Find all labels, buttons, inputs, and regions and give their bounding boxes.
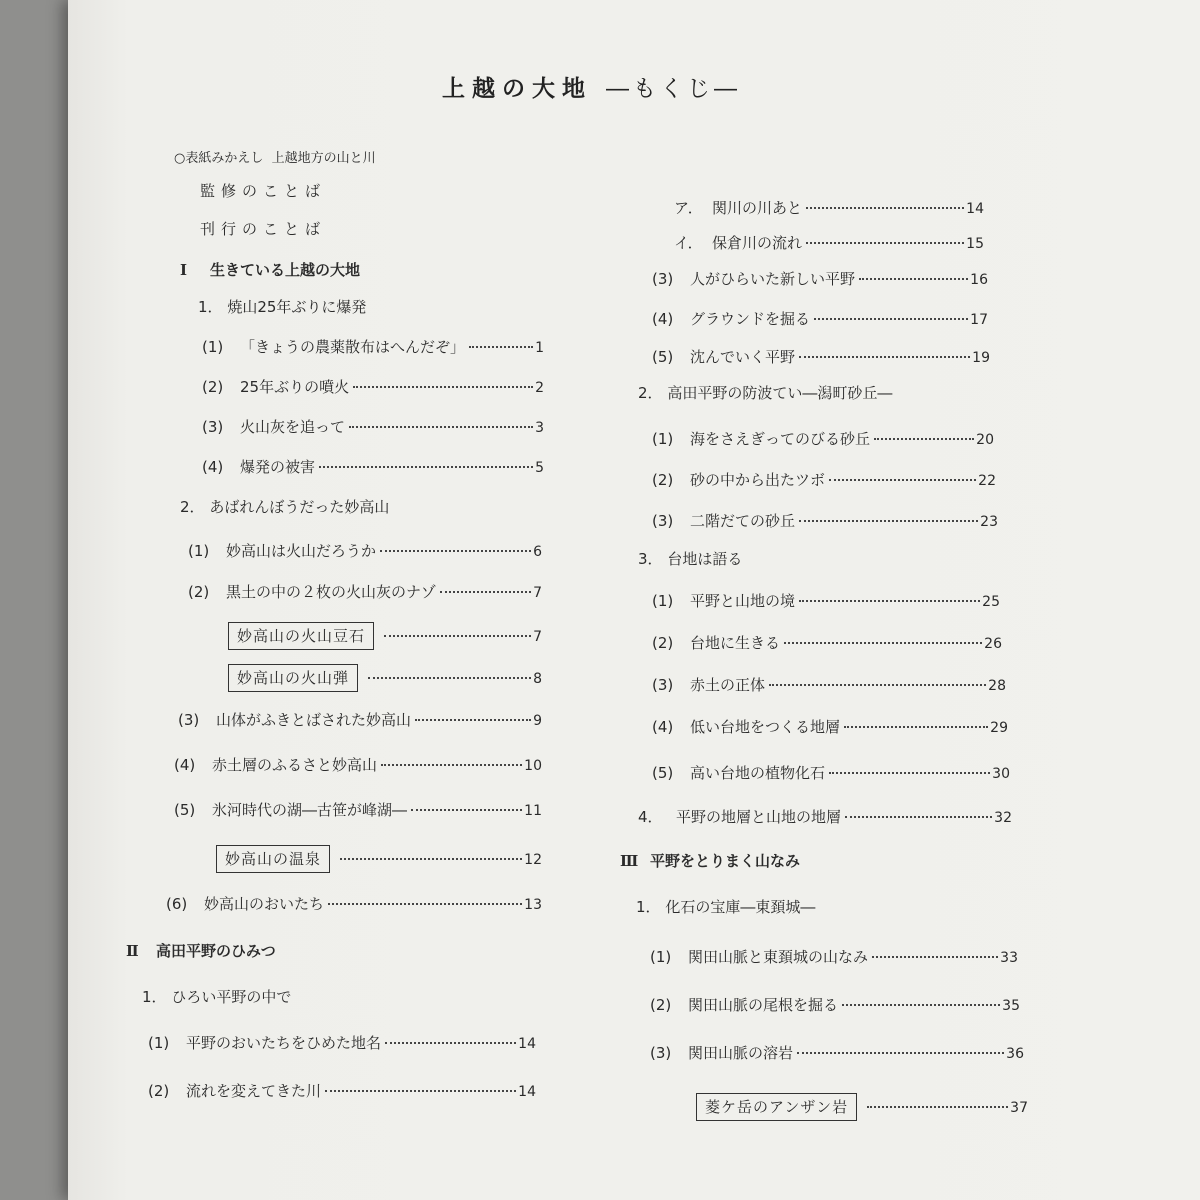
section-2-3: 3． 台地は語る — [638, 550, 743, 568]
toc-entry: (2) 台地に生きる 26 — [652, 634, 1002, 652]
toc-boxed-entry: 妙高山の火山豆石 7 — [228, 622, 542, 650]
section-3-1: 1． 化石の宝庫―東頚城― — [636, 898, 816, 916]
toc-entry: ア． 関川の川あと 14 — [674, 199, 984, 217]
chapter-3-heading: Ⅲ 平野をとりまく山なみ — [620, 852, 801, 870]
cover-note: ○表紙みかえし 上越地方の山と川 — [174, 151, 376, 166]
toc-boxed-entry: 妙高山の温泉 12 — [216, 845, 542, 873]
toc-entry: (3) 山体がふきとばされた妙高山 9 — [178, 711, 542, 729]
chapter-1-heading: Ⅰ 生きている上越の大地 — [180, 261, 361, 279]
toc-entry: (4) 低い台地をつくる地層 29 — [652, 718, 1008, 736]
toc-entry: (4) 爆発の被害 5 — [202, 458, 544, 476]
section-1-1: 1． 焼山25年ぶりに爆発 — [198, 298, 367, 316]
toc-entry: (2) 黒土の中の２枚の火山灰のナゾ 7 — [188, 583, 542, 601]
toc-entry: (2) 砂の中から出たツボ 22 — [652, 471, 996, 489]
toc-entry: (4) グラウンドを掘る 17 — [652, 310, 988, 328]
section-2-1: 1． ひろい平野の中で — [142, 988, 292, 1006]
toc-entry: (1) 平野と山地の境 25 — [652, 592, 1000, 610]
toc-entry: (1) 平野のおいたちをひめた地名 14 — [148, 1034, 536, 1052]
chapter-2-heading: Ⅱ 高田平野のひみつ — [126, 942, 276, 960]
toc-entry: (3) 関田山脈の溶岩 36 — [650, 1044, 1024, 1062]
toc-entry: 4． 平野の地層と山地の地層 32 — [638, 808, 1012, 826]
book-page — [68, 0, 1200, 1200]
toc-entry: (1) 「きょうの農薬散布はへんだぞ」 1 — [202, 338, 544, 356]
toc-entry: (3) 人がひらいた新しい平野 16 — [652, 270, 988, 288]
toc-kanshu: 監修のことば — [200, 182, 327, 200]
toc-entry: (1) 海をさえぎってのびる砂丘 20 — [652, 430, 994, 448]
section-1-2: 2． あばれんぼうだった妙高山 — [180, 498, 390, 516]
toc-entry: (3) 火山灰を追って 3 — [202, 418, 544, 436]
toc-entry: (4) 赤土層のふるさと妙高山 10 — [174, 756, 542, 774]
toc-entry: (2) 流れを変えてきた川 14 — [148, 1082, 536, 1100]
toc-entry: (5) 氷河時代の湖―古笹が峰湖― 11 — [174, 801, 542, 819]
toc-boxed-entry: 妙高山の火山弾 8 — [228, 664, 542, 692]
toc-entry: (3) 赤土の正体 28 — [652, 676, 1006, 694]
toc-entry: (1) 関田山脈と東頚城の山なみ 33 — [650, 948, 1018, 966]
section-2-2: 2． 高田平野の防波てい―潟町砂丘― — [638, 384, 893, 402]
toc-entry: (6) 妙高山のおいたち 13 — [166, 895, 542, 913]
toc-boxed-entry: 菱ケ岳のアンザン岩 37 — [696, 1093, 1028, 1121]
toc-entry: (1) 妙高山は火山だろうか 6 — [188, 542, 542, 560]
toc-entry: (5) 高い台地の植物化石 30 — [652, 764, 1010, 782]
toc-kanko: 刊行のことば — [200, 220, 327, 238]
toc-entry: (2) 25年ぶりの噴火 2 — [202, 378, 544, 396]
toc-entry: イ． 保倉川の流れ 15 — [674, 234, 984, 252]
page-title: 上越の大地 ―もくじ― — [442, 76, 741, 102]
toc-entry: (2) 関田山脈の尾根を掘る 35 — [650, 996, 1020, 1014]
toc-entry: (3) 二階だての砂丘 23 — [652, 512, 998, 530]
toc-entry: (5) 沈んでいく平野 19 — [652, 348, 990, 366]
